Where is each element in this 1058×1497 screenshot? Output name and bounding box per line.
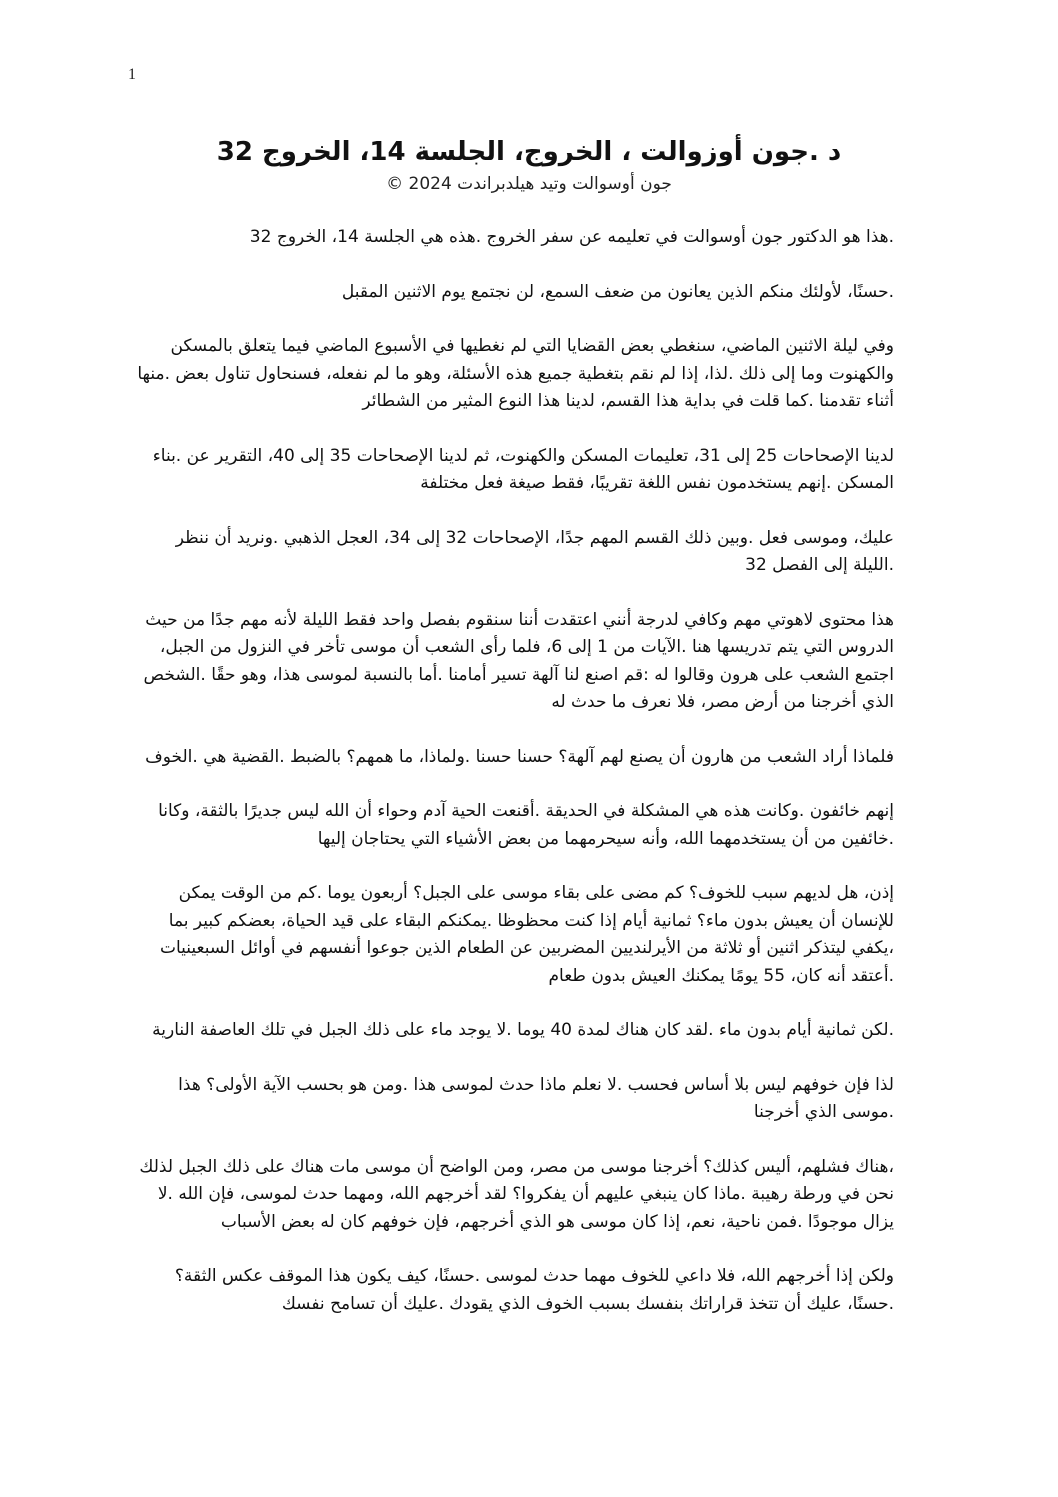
paragraph: إنهم خائفون .وكانت هذه هي المشكلة في الحديقة .أقنعت الحية آدم وحواء أن الله ليس جديرًا بالثقة، وكانا .خائفين من أن يستخدمهما الله، وأنه سيحرمهما من بعض الأشياء التي يحتاجان إليها <box>158 801 894 849</box>
paragraph: وفي ليلة الاثنين الماضي، سنغطي بعض القضايا التي لم نغطيها في الأسبوع الماضي فيما يتعلق بالمسكن والكهنوت وما إلى ذلك .لذا، إذا لم نقم بتغطية جميع هذه الأسئلة، وهو ما لم نفعله، فسنحاول تناول بعض .منها أثناء تقدمنا .كما قلت في بداية هذا القسم، لدينا هذا النوع المثير من الشطائر <box>137 336 894 411</box>
document-header <box>150 132 908 196</box>
copyright-line: جون أوسوالت وتيد هيلدبراندت 2024 © <box>386 174 672 194</box>
paragraph: .لكن ثمانية أيام بدون ماء .لقد كان هناك لمدة 40 يوما .لا يوجد ماء على ذلك الجبل في تلك العاصفة النارية <box>152 1020 894 1040</box>
paragraph: .هذا هو الدكتور جون أوسوالت في تعليمه عن سفر الخروج .هذه هي الجلسة 14، الخروج 32 <box>249 227 894 247</box>
paragraph: عليك، وموسى فعل .وبين ذلك القسم المهم جدًا، الإصحاحات 32 إلى 34، العجل الذهبي .ونريد أن ننظر .الليلة إلى الفصل 32 <box>175 527 894 575</box>
paragraph: ،هناك فشلهم، أليس كذلك؟ أخرجنا موسى من مصر، ومن الواضح أن موسى مات هناك على ذلك الجبل لذلك نحن في ورطة رهيبة .ماذا كان ينبغي عليهم أن يفكروا؟ لقد أخرجهم الله، ومهما حدث لموسى، فإن الله .لا يزال موجودًا .فمن ناحية، نعم، إذا كان موسى هو الذي أخرجهم، فإن خوفهم كان له بعض الأسباب <box>139 1156 894 1232</box>
document-body <box>132 224 894 1345</box>
paragraph: فلماذا أراد الشعب من هارون أن يصنع لهم آلهة؟ حسنا حسنا .ولماذا، ما همهم؟ بالضبط .القضية هي .الخوف <box>145 746 894 767</box>
paragraph: هذا محتوى لاهوتي مهم وكافي لدرجة أنني اعتقدت أننا سنقوم بفصل واحد فقط الليلة لأنه مهم جدًا من حيث الدروس التي يتم تدريسها هنا .الآيات من 1 إلى 6، فلما رأى الشعب أن موسى تأخر في النزول من الجبل، اجتمع الشعب على هرون وقالوا له :قم اصنع لنا آلهة تسير أمامنا .أما بالنسبة لموسى هذا، وهو حقًا .الشخص الذي أخرجنا من أرض مصر، فلا نعرف ما حدث له <box>143 609 894 712</box>
paragraph: لدينا الإصحاحات 25 إلى 31، تعليمات المسكن والكهنوت، ثم لدينا الإصحاحات 35 إلى 40، التقرير عن .بناء المسكن .إنهم يستخدمون نفس اللغة تقريبًا، فقط صيغة فعل مختلفة <box>152 445 894 493</box>
paragraph: .حسنًا، لأولئك منكم الذين يعانون من ضعف السمع، لن نجتمع يوم الاثنين المقبل <box>341 281 894 302</box>
paragraph: ولكن إذا أخرجهم الله، فلا داعي للخوف مهما حدث لموسى .حسنًا، كيف يكون هذا الموقف عكس الثقة؟ .حسنًا، عليك أن تتخذ قراراتك بنفسك بسبب الخوف الذي يقودك .عليك أن تسامح نفسك <box>174 1266 894 1314</box>
document-title: د .جون أوزوالت ، الخروج، الجلسة 14، الخروج 32 <box>216 137 842 167</box>
paragraph: لذا فإن خوفهم ليس بلا أساس فحسب .لا نعلم ماذا حدث لموسى هذا .ومن هو بحسب الآية الأولى؟ هذا .موسى الذي أخرجنا <box>178 1074 894 1122</box>
page-number: 1 <box>128 66 136 83</box>
paragraph: إذن، هل لديهم سبب للخوف؟ كم مضى على بقاء موسى على الجبل؟ أربعون يوما .كم من الوقت يمكن للإنسان أن يعيش بدون ماء؟ ثمانية أيام إذا كنت محظوظا .يمكنكم البقاء على قيد الحياة، بعضكم كبير بما ،يكفي ليتذكر اثنين أو ثلاثة من الأيرلنديين المضربين عن الطعام الذين جوعوا أنفسهم في أوائل السبعينيات .أعتقد أنه كان، 55 يومًا يمكنك العيش بدون طعام <box>159 883 894 986</box>
